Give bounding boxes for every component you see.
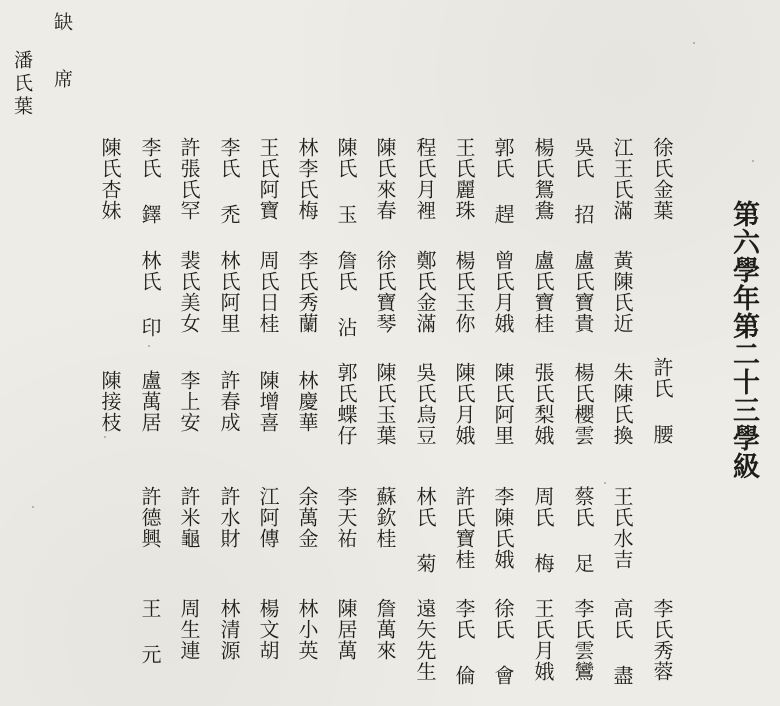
student-name: 余萬金 [295, 486, 319, 549]
student-name: 林氏阿里 [217, 250, 241, 334]
student-name: 李天祐 [334, 486, 358, 549]
student-name: 楊氏櫻雲 [571, 362, 595, 446]
class-title: 第六學年第二十三學級 [728, 200, 759, 480]
student-name: 許德興 [138, 486, 162, 549]
student-name: 李氏 禿 [217, 137, 241, 225]
student-name: 盧萬居 [138, 370, 162, 433]
student-name: 林李氏梅 [295, 137, 319, 221]
student-name: 盧氏寶桂 [531, 250, 555, 334]
student-name: 林慶華 [295, 370, 319, 433]
student-name: 許米龜 [177, 486, 201, 549]
student-name: 吳氏 招 [571, 137, 595, 225]
student-name: 李氏雲鸞 [571, 598, 595, 682]
student-name: 林氏 印 [138, 250, 162, 338]
student-name: 許張氏罕 [177, 137, 201, 221]
student-name: 程氏月裡 [413, 137, 437, 221]
student-name: 黃陳氏近 [610, 250, 634, 334]
student-name: 陳氏杏妹 [98, 137, 122, 221]
student-name: 陳氏阿里 [491, 362, 515, 446]
student-name: 蘇欽桂 [373, 486, 397, 549]
student-name: 詹萬來 [373, 598, 397, 661]
student-name: 王氏麗珠 [452, 137, 476, 221]
student-name: 陳氏玉葉 [373, 362, 397, 446]
absent-header: 缺 席 [51, 12, 73, 96]
student-name: 裴氏美女 [177, 250, 201, 334]
student-name: 周氏日桂 [256, 250, 280, 334]
student-name: 李氏秀蘭 [295, 250, 319, 334]
student-name: 王氏月娥 [531, 598, 555, 682]
student-name: 徐氏寶琴 [373, 250, 397, 334]
student-name: 林氏 菊 [413, 486, 437, 574]
student-name: 李氏 鐸 [138, 137, 162, 225]
student-name: 周氏 梅 [531, 486, 555, 574]
student-name: 陳氏月娥 [452, 362, 476, 446]
student-name: 陳氏來春 [373, 137, 397, 221]
paper-speck [118, 188, 120, 190]
student-name: 李氏 倫 [452, 598, 476, 686]
student-name: 鄭氏金滿 [413, 250, 437, 334]
paper-speck [104, 436, 106, 438]
student-name: 江王氏滿 [610, 137, 634, 221]
student-name: 江阿傳 [256, 486, 280, 549]
student-name: 遠矢先生 [413, 598, 437, 682]
student-name: 李陳氏娥 [491, 486, 515, 570]
student-name: 楊氏鴛鴦 [531, 137, 555, 221]
student-name: 朱陳氏換 [610, 362, 634, 446]
student-name: 陳增喜 [256, 370, 280, 433]
student-name: 吳氏烏豆 [413, 362, 437, 446]
student-name: 王氏阿寶 [256, 137, 280, 221]
student-name: 郭氏 趕 [491, 137, 515, 225]
student-name: 王 元 [138, 598, 162, 665]
paper-speck [752, 160, 754, 162]
student-name: 李上安 [177, 370, 201, 433]
student-name: 詹氏 沾 [334, 250, 358, 338]
student-name: 楊文胡 [256, 598, 280, 661]
student-name: 林清源 [217, 598, 241, 661]
paper-speck [604, 482, 606, 484]
student-name: 許氏 腰 [650, 357, 674, 445]
student-name: 許春成 [217, 370, 241, 433]
student-name: 張氏梨娥 [531, 362, 555, 446]
absent-student-name: 潘氏葉 [11, 50, 33, 119]
paper-speck [148, 345, 150, 347]
student-name: 陳接枝 [98, 370, 122, 433]
student-name: 陳居萬 [334, 598, 358, 661]
student-name: 林小英 [295, 598, 319, 661]
paper-speck [32, 506, 34, 508]
student-name: 盧氏寶貴 [571, 250, 595, 334]
student-name: 王氏水吉 [610, 486, 634, 570]
student-name: 高氏 盡 [610, 598, 634, 686]
student-name: 楊氏玉你 [452, 250, 476, 334]
student-name: 陳氏 玉 [334, 137, 358, 225]
paper-speck [693, 42, 695, 44]
student-name: 徐氏 會 [491, 598, 515, 686]
student-name: 曾氏月娥 [491, 250, 515, 334]
student-name: 徐氏金葉 [650, 137, 674, 221]
student-name: 許氏寶桂 [452, 486, 476, 570]
student-name: 李氏秀蓉 [650, 598, 674, 682]
student-name: 蔡氏 足 [571, 486, 595, 574]
student-name: 郭氏蝶仔 [334, 362, 358, 446]
student-name: 周生連 [177, 598, 201, 661]
student-name: 許水財 [217, 486, 241, 549]
